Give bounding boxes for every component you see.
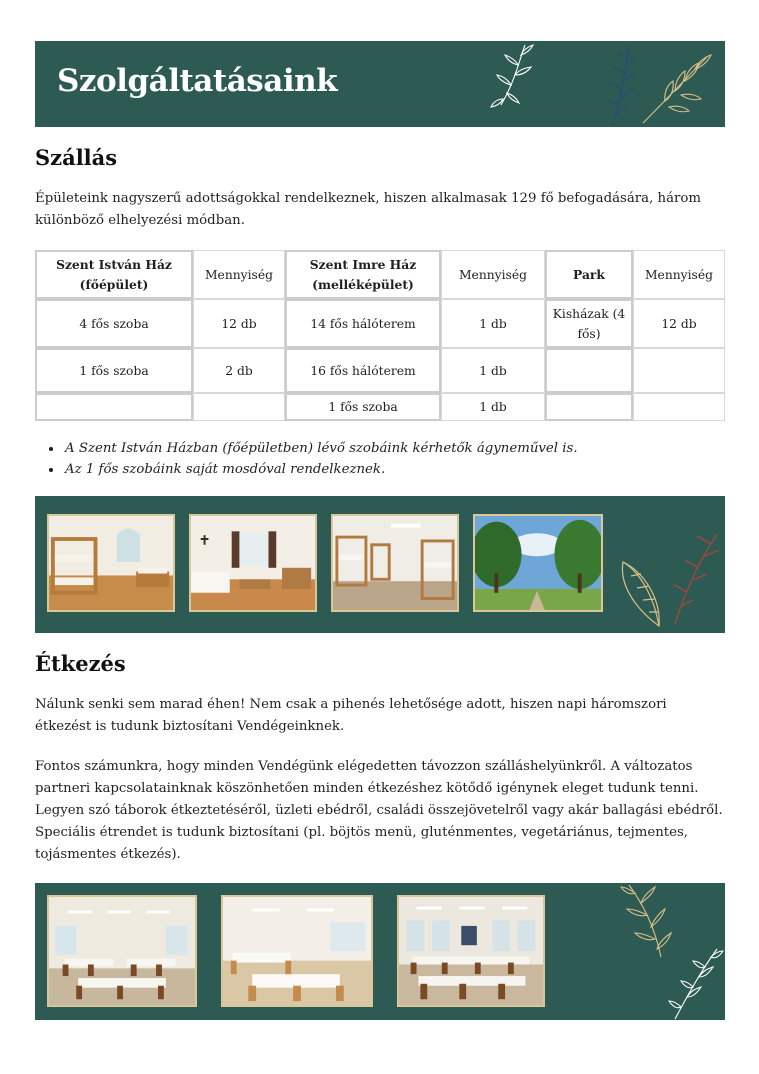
photo-dormitory [331,514,459,612]
list-item: • A Szent István Házban (főépületben) lévő szobáink kérhetők ágyneművel is. [63,438,578,459]
table-cell: 4 fős szoba [35,299,193,348]
accommodation-photo-band [35,496,725,633]
table-row [35,299,725,348]
table-cell [35,393,193,421]
page-title: Szolgáltatásaink [57,63,338,99]
leaf-gold-red-icon [617,526,725,630]
section-heading-catering: Étkezés [35,651,126,676]
list-item: • Az 1 fős szobáink saját mosdóval rendelkeznek. [63,459,578,480]
table-cell: 1 db [441,393,545,421]
table-header-building2: Szent Imre Ház (melléképület) [285,250,441,299]
table-row [35,348,725,393]
accommodation-table [35,250,725,421]
table-cell: Kisházak (4 fős) [545,299,633,348]
table-cell: 1 db [441,299,545,348]
photo-park [473,514,603,612]
leaf-sprigs-icon [589,883,725,1020]
table-header-row [35,250,725,299]
table-cell: 14 fős hálóterem [285,299,441,348]
table-cell: 1 db [441,348,545,393]
photo-dining-hall-1 [47,895,197,1007]
table-cell [633,393,725,421]
table-header-building1: Szent István Ház (főépület) [35,250,193,299]
table-header-building3: Park [545,250,633,299]
header-banner [35,41,725,127]
table-cell: 1 fős szoba [35,348,193,393]
leaf-sprig-white-icon [485,41,545,111]
table-cell: 16 fős hálóterem [285,348,441,393]
table-cell [545,393,633,421]
section-heading-accommodation: Szállás [35,145,118,170]
table-cell [545,348,633,393]
table-header-qty2: Mennyiség [441,250,545,299]
table-header-qty1: Mennyiség [193,250,285,299]
photo-dining-hall-2 [221,895,373,1007]
accommodation-notes [35,438,578,480]
table-cell: 12 db [193,299,285,348]
photo-dining-hall-3 [397,895,545,1007]
catering-photo-band [35,883,725,1020]
table-cell: 12 db [633,299,725,348]
table-row [35,393,725,421]
table-cell [193,393,285,421]
table-cell: 1 fős szoba [285,393,441,421]
photo-room-twin [189,514,317,612]
leaf-branches-icon [595,43,715,127]
table-cell [633,348,725,393]
catering-paragraph-1: Nálunk senki sem marad éhen! Nem csak a pihenés lehetősége adott, hiszen napi háromszori étkezést is tudunk biztosítani Vendégeinknek. [35,697,667,734]
table-cell: 2 db [193,348,285,393]
accommodation-intro: Épületeink nagyszerű adottságokkal rendelkeznek, hiszen alkalmasak 129 fő befogadására, három különböző elhelyezési módban. [35,191,701,228]
catering-paragraph-2: Fontos számunkra, hogy minden Vendégünk elégedetten távozzon szálláshelyünkről. A változatos partneri kapcsolatainknak köszönhetően minden étkezéshez kötődő igénynek eleget tudunk tenni. Legyen szó táborok étkeztetéséről, üzleti ebédről, családi összejövetelről vagy akár ballagási ebédről. Speciális étrendet is tudunk biztosítani (pl. böjtös menü, gluténmentes, vegetáriánus, tejmentes, tojásmentes étkezés). [35,759,723,862]
table-header-qty3: Mennyiség [633,250,725,299]
photo-room-bunk-beds [47,514,175,612]
